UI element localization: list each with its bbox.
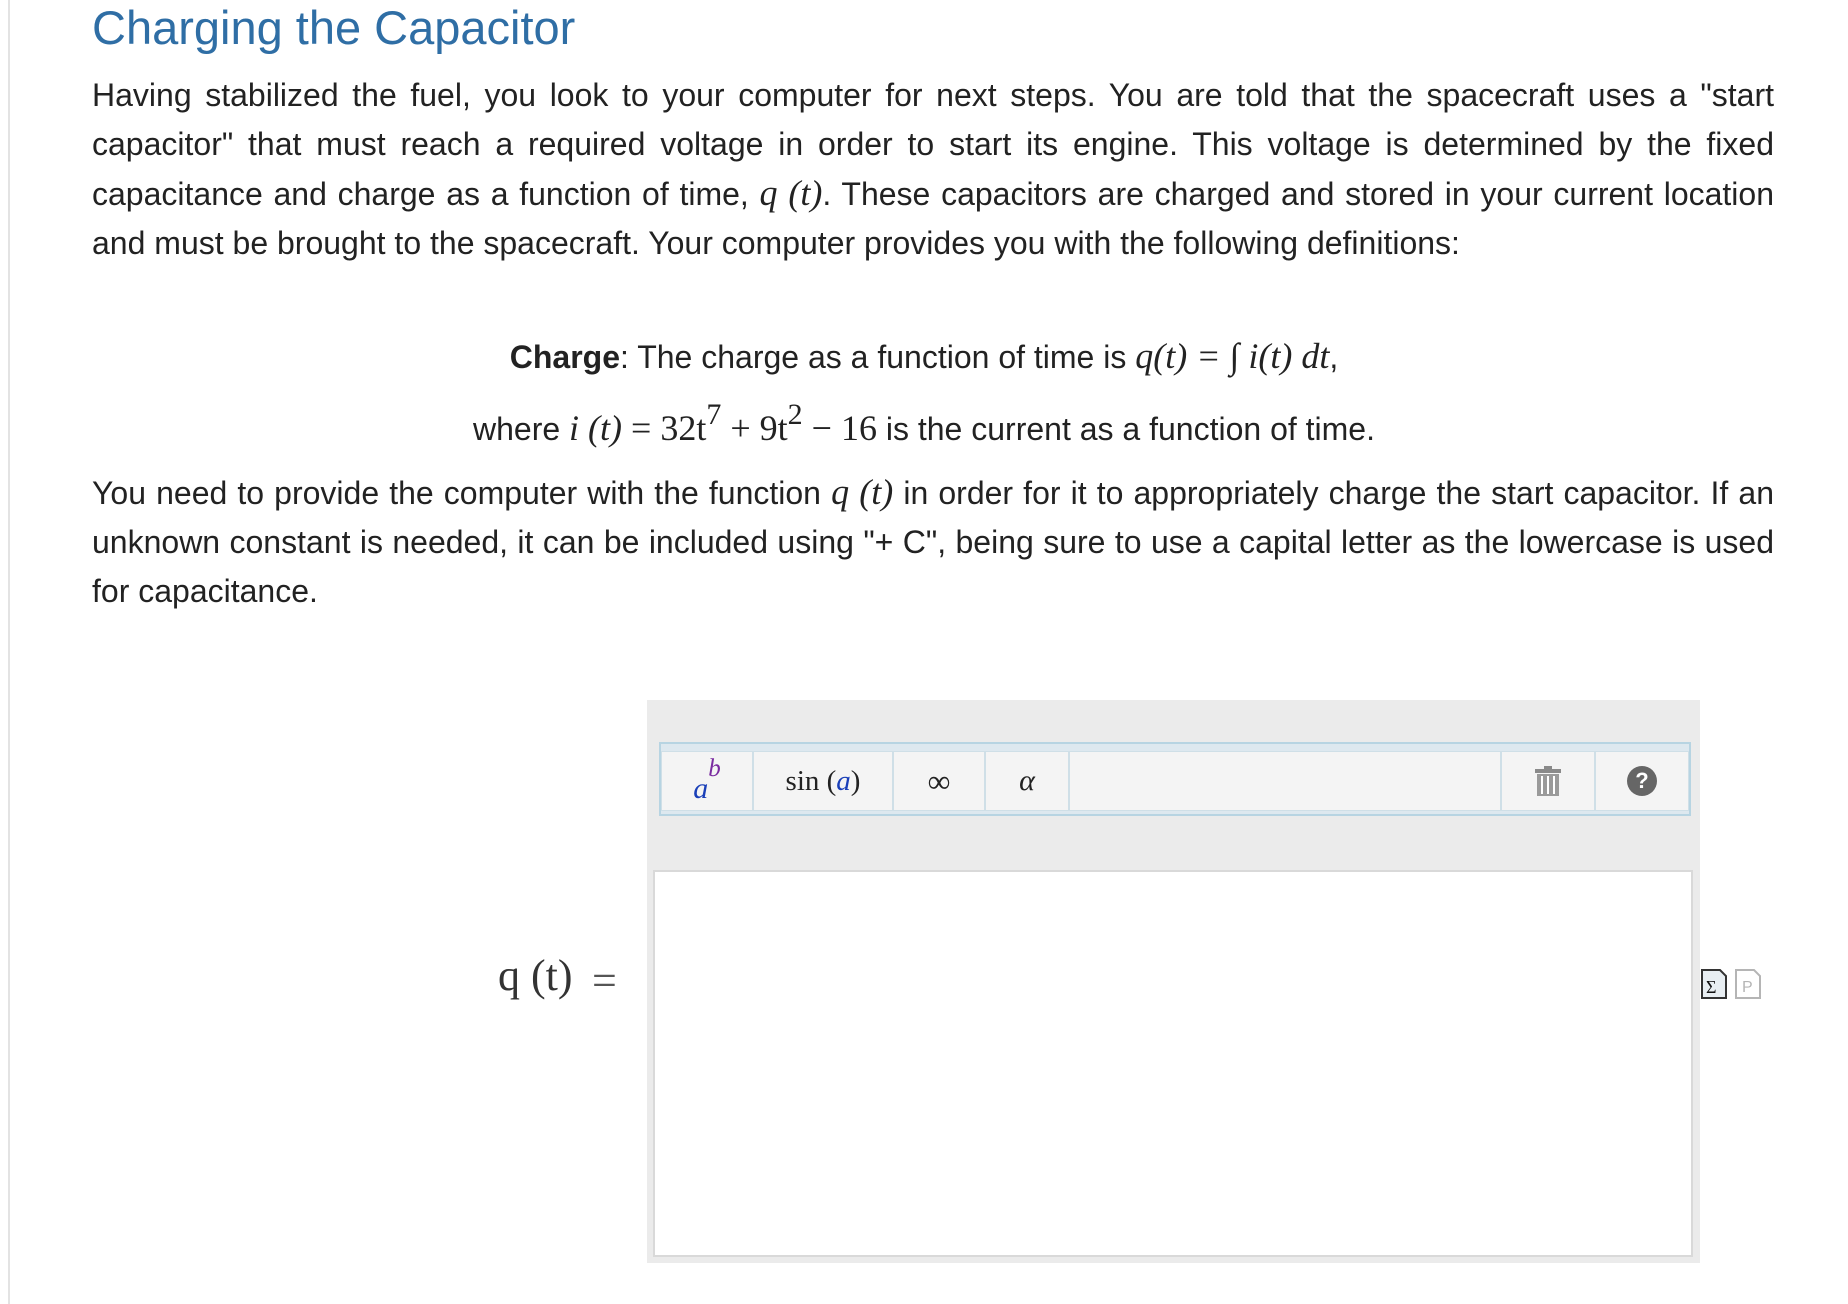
page-left-border bbox=[8, 0, 10, 1304]
sin-function-button[interactable] bbox=[753, 751, 893, 811]
current-where: where bbox=[473, 411, 570, 447]
sin-close: ) bbox=[850, 764, 861, 797]
equation-editor-icon[interactable] bbox=[1700, 968, 1728, 1000]
instruction-paragraph bbox=[92, 468, 1774, 616]
answer-input[interactable] bbox=[653, 870, 1693, 1257]
current-lhs: i (t) bbox=[569, 408, 623, 448]
current-exp1: 7 bbox=[706, 398, 722, 431]
current-term1: = 32t bbox=[622, 408, 707, 448]
intro-text-2: . These capacitors are charged and stored in your current location and must be brought to the spacecraft. Your computer provides you with the following definitions: bbox=[92, 176, 1775, 261]
plain-text-icon[interactable] bbox=[1734, 968, 1762, 1000]
svg-text:P: P bbox=[1742, 979, 1753, 996]
help-button[interactable] bbox=[1595, 751, 1689, 811]
page-title: Charging the Capacitor bbox=[92, 1, 576, 54]
definition-text: : The charge as a function of time is bbox=[620, 339, 1136, 375]
instruction-math-q: q (t) bbox=[831, 472, 894, 512]
toolbar-spacer bbox=[1069, 751, 1501, 811]
answer-equals: = bbox=[592, 956, 617, 1005]
clear-button[interactable] bbox=[1501, 751, 1595, 811]
equation-toolbar bbox=[659, 742, 1691, 816]
definition-term: Charge bbox=[509, 339, 620, 375]
current-desc: is the current as a function of time. bbox=[876, 411, 1375, 447]
answer-label: q (t) bbox=[498, 951, 573, 1000]
input-mode-switcher bbox=[1700, 968, 1762, 1000]
definition-charge bbox=[0, 331, 1848, 382]
intro-math-q: q (t) bbox=[759, 173, 823, 213]
definition-current bbox=[0, 398, 1848, 456]
power-button[interactable] bbox=[661, 751, 753, 811]
instruction-text-2: in order for it to appropriately charge the start capacitor. If an unknown constant is needed, it can be included using "+ C", being sure to use a capital letter as the lowercase is used for capacitance. bbox=[92, 475, 1775, 609]
current-term3: − 16 bbox=[802, 408, 877, 448]
power-base: a bbox=[693, 772, 709, 805]
definition-formula: q(t) = ∫ i(t) dt bbox=[1135, 336, 1330, 376]
intro-paragraph bbox=[92, 71, 1774, 268]
instruction-text-1: You need to provide the computer with the function bbox=[92, 475, 832, 511]
sin-label: sin ( bbox=[785, 764, 837, 797]
current-exp2: 2 bbox=[787, 398, 803, 431]
greek-letters-button[interactable]: α bbox=[985, 751, 1069, 811]
definition-comma: , bbox=[1329, 339, 1339, 375]
help-icon: ? bbox=[1627, 766, 1657, 796]
intro-text-1: Having stabilized the fuel, you look to your computer for next steps. You are told that the spacecraft uses a "start capacitor" that must reach a required voltage in order to start its engine. This voltage is determined by the fixed capacitance and charge as a function of time, bbox=[92, 77, 1774, 212]
current-term2: + 9t bbox=[721, 408, 788, 448]
infinity-button[interactable]: ∞ bbox=[893, 751, 985, 811]
sin-arg: a bbox=[836, 764, 851, 797]
svg-text:Σ: Σ bbox=[1706, 977, 1717, 997]
trash-icon bbox=[1534, 765, 1562, 797]
power-exponent: b bbox=[708, 755, 721, 782]
